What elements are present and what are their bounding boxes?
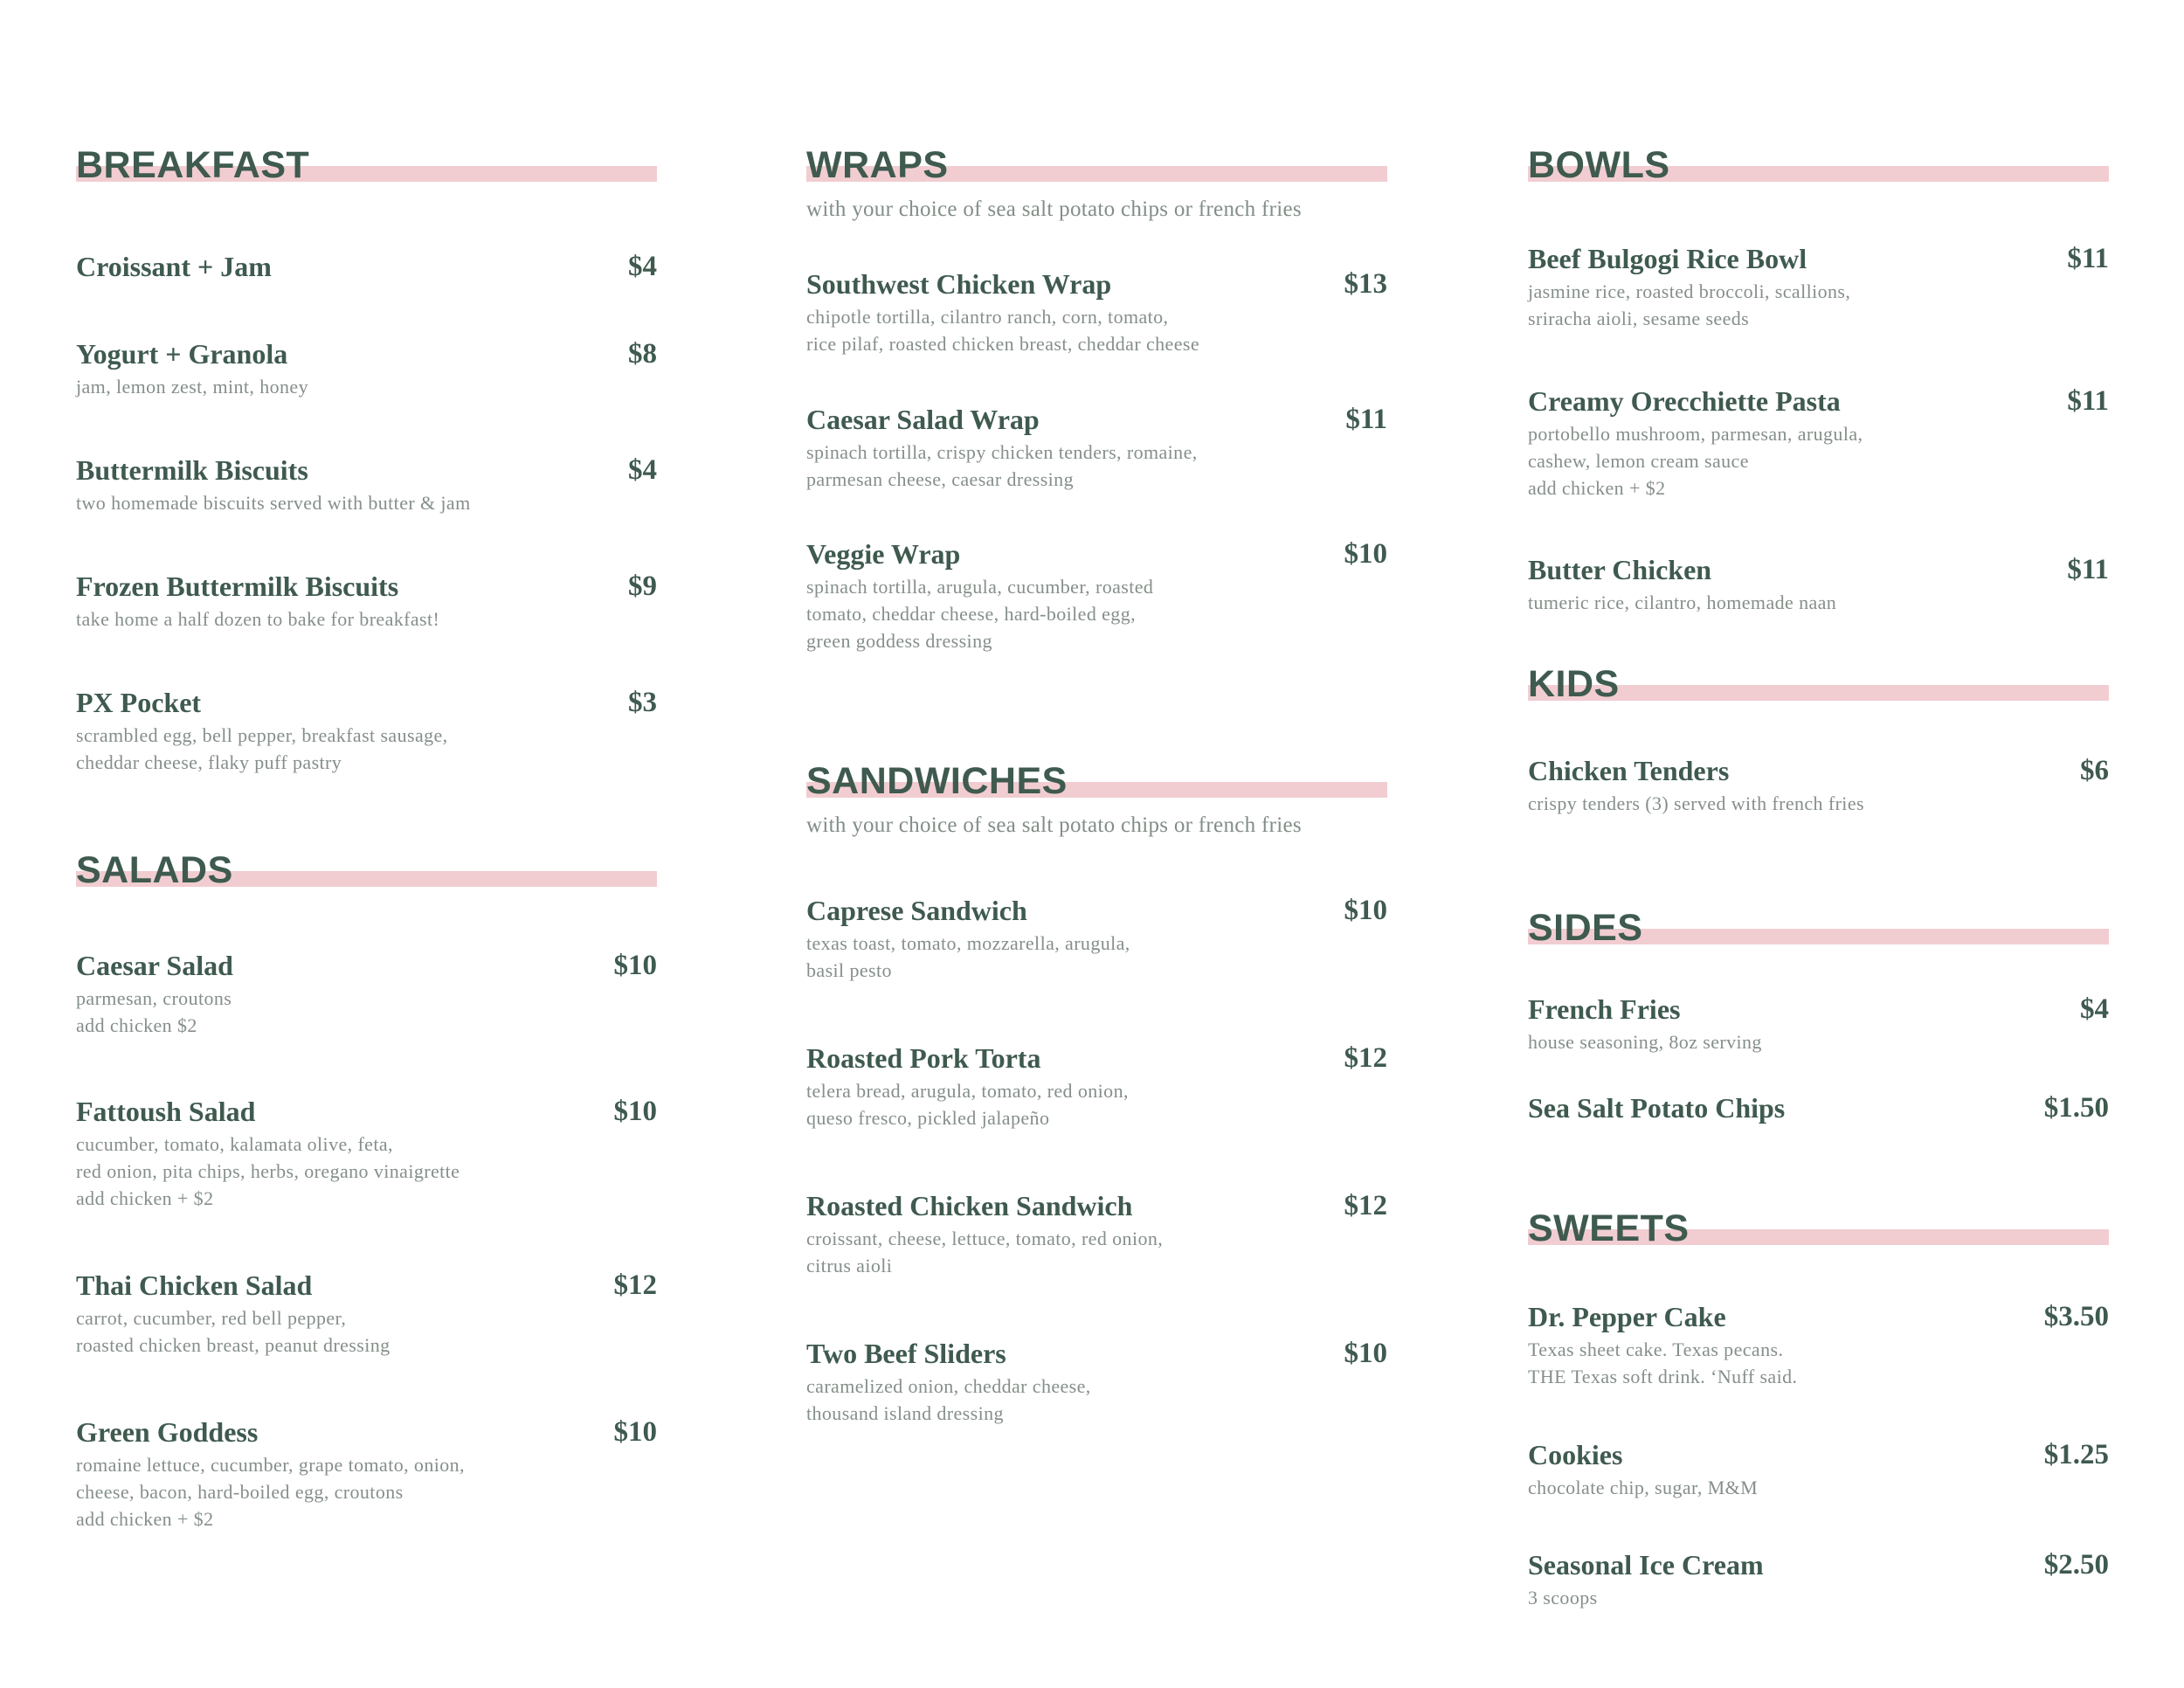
description-line: spinach tortilla, crispy chicken tenders, romaine, <box>806 441 1198 463</box>
item-description <box>76 722 657 776</box>
item-price: $9 <box>628 571 657 602</box>
section-sweets <box>1528 1207 2109 1250</box>
section-header <box>1528 907 2109 950</box>
item-description <box>806 1373 1387 1427</box>
section-title: BOWLS <box>1528 144 1670 186</box>
item-name: Fattoush Salad <box>76 1096 256 1127</box>
menu-item <box>76 1268 657 1359</box>
menu-item <box>76 1415 657 1532</box>
item-name: Creamy Orecchiette Pasta <box>1528 385 1841 417</box>
item-price: $11 <box>1345 404 1387 435</box>
description-line: cashew, lemon cream sauce <box>1528 450 1749 472</box>
section-title: KIDS <box>1528 663 1620 705</box>
menu-item <box>806 402 1387 493</box>
item-name: Buttermilk Biscuits <box>76 454 308 486</box>
description-line: texas toast, tomato, mozzarella, arugula, <box>806 932 1130 954</box>
menu-column-right <box>1528 0 2109 1688</box>
menu-item <box>1528 1547 2109 1611</box>
item-description <box>806 303 1387 357</box>
item-description <box>1528 589 2109 616</box>
item-price: $1.25 <box>2043 1439 2109 1470</box>
description-line: cheese, bacon, hard-boiled egg, croutons <box>76 1481 404 1503</box>
description-line: sriracha aioli, sesame seeds <box>1528 308 1750 329</box>
section-header <box>1528 1207 2109 1250</box>
item-row <box>1528 552 2109 587</box>
item-description <box>1528 420 2109 502</box>
item-row <box>806 402 1387 437</box>
item-name: Veggie Wrap <box>806 538 961 570</box>
description-line: two homemade biscuits served with butter & jam <box>76 492 471 514</box>
description-line: scrambled egg, bell pepper, breakfast sausage, <box>76 724 448 746</box>
description-line: spinach tortilla, arugula, cucumber, roasted <box>806 576 1154 598</box>
description-line: cucumber, tomato, kalamata olive, feta, <box>76 1133 393 1155</box>
item-name: Frozen Buttermilk Biscuits <box>76 571 399 602</box>
description-line: roasted chicken breast, peanut dressing <box>76 1334 390 1356</box>
item-name: Seasonal Ice Cream <box>1528 1549 1764 1581</box>
description-line: jasmine rice, roasted broccoli, scallions, <box>1528 280 1851 302</box>
section-bowls <box>1528 144 2109 187</box>
description-line: tumeric rice, cilantro, homemade naan <box>1528 591 1837 613</box>
description-line: thousand island dressing <box>806 1402 1004 1424</box>
item-name: Dr. Pepper Cake <box>1528 1301 1726 1332</box>
item-description <box>806 573 1387 654</box>
item-row <box>806 1041 1387 1076</box>
menu-item <box>76 569 657 633</box>
item-description <box>1528 1474 2109 1501</box>
item-price: $2.50 <box>2043 1549 2109 1581</box>
description-line: basil pesto <box>806 959 892 981</box>
menu-column-middle <box>806 0 1387 1688</box>
item-row <box>1528 1090 2109 1125</box>
item-row <box>806 536 1387 571</box>
item-price: $12 <box>1344 1042 1387 1074</box>
menu-item <box>1528 1299 2109 1390</box>
menu-item <box>806 1188 1387 1279</box>
item-row <box>1528 1547 2109 1582</box>
item-price: $1.50 <box>2043 1092 2109 1124</box>
menu-column-left <box>76 0 657 1688</box>
item-row <box>1528 753 2109 788</box>
menu-item <box>76 948 657 1039</box>
item-price: $11 <box>2067 243 2109 274</box>
description-line: chipotle tortilla, cilantro ranch, corn, tomato, <box>806 306 1169 328</box>
section-header <box>806 144 1387 187</box>
section-title: WRAPS <box>806 144 949 186</box>
item-description <box>806 1225 1387 1279</box>
menu-item <box>76 453 657 516</box>
item-row <box>76 1094 657 1129</box>
item-price: $10 <box>613 1416 657 1448</box>
item-row <box>76 336 657 371</box>
item-name: Chicken Tenders <box>1528 755 1730 786</box>
description-line: rice pilaf, roasted chicken breast, cheddar cheese <box>806 333 1199 355</box>
description-line: cheddar cheese, flaky puff pastry <box>76 751 342 773</box>
item-name: Beef Bulgogi Rice Bowl <box>1528 243 1807 274</box>
item-price: $11 <box>2067 554 2109 585</box>
item-price: $12 <box>613 1269 657 1301</box>
item-name: Green Goddess <box>76 1416 259 1448</box>
item-name: Cookies <box>1528 1439 1623 1470</box>
item-name: Butter Chicken <box>1528 554 1712 585</box>
menu-item <box>1528 552 2109 616</box>
item-price: $12 <box>1344 1190 1387 1221</box>
description-line: chocolate chip, sugar, M&M <box>1528 1477 1759 1498</box>
item-description <box>76 605 657 633</box>
item-row <box>76 249 657 284</box>
item-description <box>806 439 1387 493</box>
description-line: add chicken + $2 <box>76 1508 214 1530</box>
section-breakfast <box>76 144 657 187</box>
item-description <box>1528 1584 2109 1611</box>
item-description <box>806 1077 1387 1131</box>
item-row <box>1528 992 2109 1027</box>
section-subtitle: with your choice of sea salt potato chips or french fries <box>806 813 1302 837</box>
description-line: caramelized onion, cheddar cheese, <box>806 1375 1091 1397</box>
item-price: $6 <box>2080 755 2109 786</box>
item-description <box>76 373 657 400</box>
description-line: queso fresco, pickled jalapeño <box>806 1107 1050 1129</box>
menu-item <box>806 1041 1387 1131</box>
menu-item <box>1528 241 2109 332</box>
item-price: $10 <box>613 1096 657 1127</box>
item-row <box>806 266 1387 301</box>
menu-item <box>76 249 657 284</box>
item-description <box>1528 1028 2109 1055</box>
description-line: add chicken + $2 <box>1528 477 1666 499</box>
description-line: THE Texas soft drink. ‘Nuff said. <box>1528 1366 1798 1387</box>
item-description <box>1528 790 2109 817</box>
item-price: $3 <box>628 687 657 718</box>
description-line: red onion, pita chips, herbs, oregano vinaigrette <box>76 1160 460 1182</box>
menu-item <box>76 685 657 776</box>
item-description <box>1528 278 2109 332</box>
item-row <box>76 685 657 720</box>
item-price: $4 <box>628 454 657 486</box>
description-line: jam, lemon zest, mint, honey <box>76 376 308 398</box>
item-price: $10 <box>1344 1338 1387 1369</box>
item-name: Roasted Chicken Sandwich <box>806 1190 1133 1221</box>
section-sandwiches <box>806 760 1387 838</box>
menu-item <box>1528 384 2109 502</box>
section-header <box>1528 144 2109 187</box>
item-row <box>1528 241 2109 276</box>
section-sides <box>1528 907 2109 950</box>
description-line: crispy tenders (3) served with french fries <box>1528 792 1864 814</box>
item-description <box>76 1304 657 1359</box>
description-line: house seasoning, 8oz serving <box>1528 1031 1762 1053</box>
section-kids <box>1528 663 2109 706</box>
menu-item <box>76 336 657 400</box>
item-price: $13 <box>1344 268 1387 300</box>
item-row <box>1528 1299 2109 1334</box>
description-line: add chicken + $2 <box>76 1187 214 1209</box>
menu-item <box>806 893 1387 984</box>
item-row <box>806 1336 1387 1371</box>
section-title: SALADS <box>76 849 233 891</box>
item-price: $10 <box>1344 538 1387 570</box>
item-name: Southwest Chicken Wrap <box>806 268 1112 300</box>
menu-item <box>1528 753 2109 817</box>
item-name: Caesar Salad <box>76 950 233 981</box>
menu-item <box>76 1094 657 1212</box>
section-header <box>806 760 1387 803</box>
item-name: French Fries <box>1528 993 1681 1025</box>
description-line: telera bread, arugula, tomato, red onion, <box>806 1080 1129 1102</box>
item-row <box>806 893 1387 928</box>
section-salads <box>76 849 657 892</box>
item-row <box>76 1268 657 1303</box>
description-line: parmesan cheese, caesar dressing <box>806 468 1074 490</box>
item-description <box>76 489 657 516</box>
item-price: $4 <box>628 251 657 282</box>
description-line: romaine lettuce, cucumber, grape tomato, onion, <box>76 1454 465 1476</box>
description-line: tomato, cheddar cheese, hard-boiled egg, <box>806 603 1137 625</box>
item-name: Caesar Salad Wrap <box>806 404 1040 435</box>
item-description <box>806 930 1387 984</box>
item-name: Croissant + Jam <box>76 251 272 282</box>
menu-item <box>806 266 1387 357</box>
item-price: $10 <box>1344 895 1387 926</box>
description-line: portobello mushroom, parmesan, arugula, <box>1528 423 1863 445</box>
menu-item <box>1528 1090 2109 1125</box>
menu-item <box>806 536 1387 654</box>
item-price: $4 <box>2080 993 2109 1025</box>
description-line: green goddess dressing <box>806 630 992 652</box>
item-name: Roasted Pork Torta <box>806 1042 1041 1074</box>
section-title: SWEETS <box>1528 1207 1690 1249</box>
item-price: $11 <box>2067 385 2109 417</box>
item-description <box>76 1451 657 1532</box>
item-row <box>76 948 657 983</box>
item-price: $10 <box>613 950 657 981</box>
description-line: Texas sheet cake. Texas pecans. <box>1528 1339 1784 1360</box>
item-name: Sea Salt Potato Chips <box>1528 1092 1786 1124</box>
item-row <box>1528 1437 2109 1472</box>
section-header <box>76 849 657 892</box>
section-wraps <box>806 144 1387 222</box>
item-price: $3.50 <box>2043 1301 2109 1332</box>
item-description <box>76 1131 657 1212</box>
section-header <box>76 144 657 187</box>
menu-item <box>1528 1437 2109 1501</box>
item-name: Two Beef Sliders <box>806 1338 1006 1369</box>
section-title: SANDWICHES <box>806 760 1068 802</box>
description-line: add chicken $2 <box>76 1014 197 1036</box>
description-line: citrus aioli <box>806 1255 893 1276</box>
item-description <box>76 985 657 1039</box>
item-name: Caprese Sandwich <box>806 895 1027 926</box>
description-line: parmesan, croutons <box>76 987 232 1009</box>
section-header <box>1528 663 2109 706</box>
item-name: Yogurt + Granola <box>76 338 288 370</box>
menu-item <box>1528 992 2109 1055</box>
menu-item <box>806 1336 1387 1427</box>
description-line: take home a half dozen to bake for breakfast! <box>76 608 440 630</box>
item-name: PX Pocket <box>76 687 202 718</box>
item-row <box>76 453 657 488</box>
item-row <box>76 569 657 604</box>
item-row <box>1528 384 2109 419</box>
section-title: SIDES <box>1528 907 1643 949</box>
item-price: $8 <box>628 338 657 370</box>
description-line: carrot, cucumber, red bell pepper, <box>76 1307 347 1329</box>
item-name: Thai Chicken Salad <box>76 1269 313 1301</box>
section-title: BREAKFAST <box>76 144 310 186</box>
description-line: croissant, cheese, lettuce, tomato, red onion, <box>806 1228 1164 1249</box>
item-row <box>76 1415 657 1449</box>
section-subtitle: with your choice of sea salt potato chips or french fries <box>806 197 1302 221</box>
description-line: 3 scoops <box>1528 1587 1598 1608</box>
item-description <box>1528 1336 2109 1390</box>
item-row <box>806 1188 1387 1223</box>
